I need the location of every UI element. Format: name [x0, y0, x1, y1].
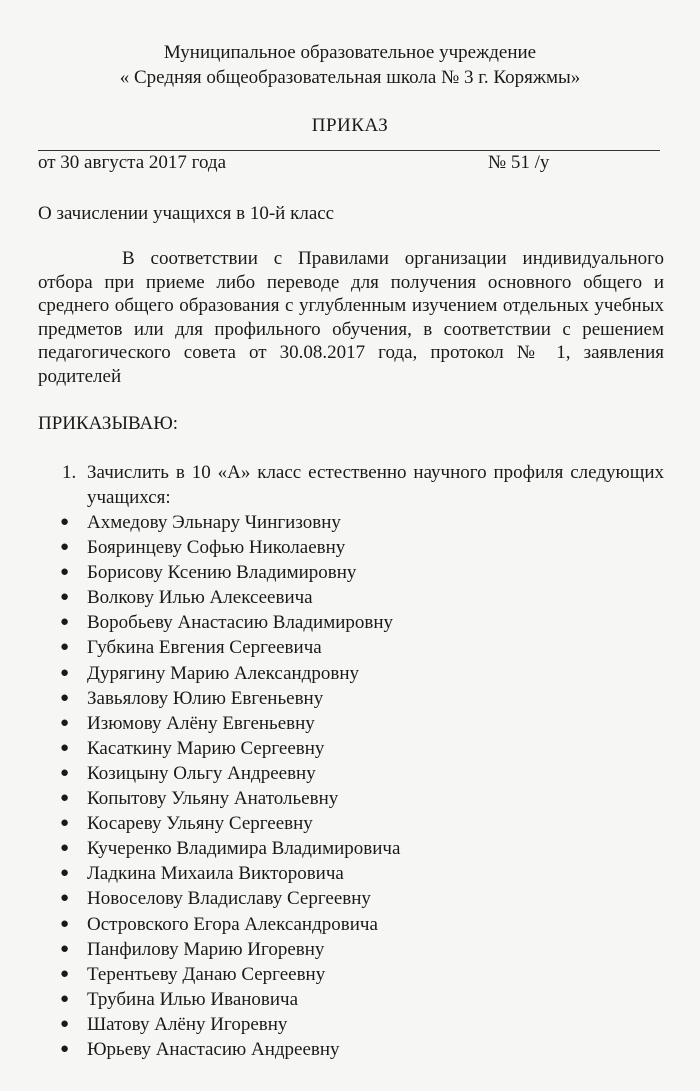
document-header [0, 40, 700, 90]
list-item [55, 560, 400, 585]
student-name: Козицыну Ольгу Андреевну [87, 762, 316, 784]
student-name: Бояринцеву Софью Николаевну [87, 537, 346, 559]
preamble-paragraph [38, 247, 664, 388]
bullet-icon: ● [60, 514, 70, 530]
bullet-icon: ● [60, 990, 70, 1007]
list-item [55, 1012, 400, 1037]
list-item [55, 811, 400, 836]
student-name: Борисову Ксению Владимировну [87, 562, 357, 584]
bullet-icon: ● [60, 815, 70, 832]
student-name: Шатову Алёну Игоревну [87, 1013, 288, 1035]
student-name: Панфилову Марию Игоревну [87, 938, 325, 960]
list-item [55, 836, 400, 861]
list-item [55, 585, 400, 610]
bullet-icon: ● [60, 589, 70, 606]
document-title: ПРИКАЗ [311, 115, 389, 136]
list-item [55, 661, 400, 686]
student-name: Воробьеву Анастасию Владимировну [87, 612, 394, 634]
student-name: Терентьеву Данаю Сергеевну [87, 963, 326, 985]
bullet-icon: ● [60, 764, 70, 781]
order-item-1 [62, 460, 664, 510]
bullet-icon: ● [60, 890, 70, 907]
list-item [55, 962, 400, 987]
list-item [55, 987, 400, 1012]
list-item [55, 761, 400, 786]
student-name: Изюмову Алёну Евгеньевну [87, 712, 315, 734]
order-number: № 51 /у [488, 152, 550, 173]
item-number: 1. [62, 462, 77, 483]
bullet-icon: ● [60, 1040, 70, 1057]
student-name: Дурягину Марию Александровну [87, 662, 359, 684]
student-name: Ахмедову Эльнару Чингизовну [87, 512, 341, 533]
order-subject: О зачислении учащихся в 10-й класс [38, 203, 335, 224]
student-name: Завьялову Юлию Евгеньевну [87, 687, 324, 709]
student-name: Новоселову Владиславу Сергеевну [87, 888, 371, 910]
student-name: Копытову Ульяну Анатольевну [87, 788, 339, 810]
list-item [55, 610, 400, 635]
bullet-icon: ● [60, 714, 70, 731]
list-item [55, 510, 400, 535]
student-name: Юрьеву Анастасию Андреевну [87, 1038, 340, 1060]
list-item [55, 912, 400, 937]
list-item [55, 711, 400, 736]
bullet-icon: ● [60, 689, 70, 706]
bullet-icon: ● [60, 865, 70, 882]
list-item [55, 686, 400, 711]
preamble-text: В соответствии с Правилами организации индивидуального отбора при приеме либо переводе для получения основного общего и среднего общего образования с углубленным изучением отдельных учебных предметов или для профильного обучения, в соответствии с решением педагогического совета от 30.08.2017 года, протокол № 1, заявления родителей [38, 248, 664, 387]
header-divider [38, 150, 660, 151]
bullet-icon: ● [60, 614, 70, 631]
order-date: от 30 августа 2017 года [38, 152, 227, 173]
student-list [55, 510, 400, 1062]
bullet-icon: ● [60, 564, 70, 581]
list-item [55, 535, 400, 560]
item-text: Зачислить в 10 «А» класс естественно научного профиля следующих учащихся: [87, 462, 664, 508]
list-item [55, 786, 400, 811]
header-school-name: « Средняя общеобразовательная школа № 3 г. Коряжмы» [119, 67, 581, 88]
order-word: ПРИКАЗЫВАЮ: [38, 413, 179, 434]
list-item [55, 861, 400, 886]
header-institution-line: Муниципальное образовательное учреждение [163, 42, 537, 63]
list-item [55, 886, 400, 911]
student-name: Губкина Евгения Сергеевича [87, 637, 322, 659]
list-item [55, 736, 400, 761]
bullet-icon: ● [60, 965, 70, 982]
bullet-icon: ● [60, 790, 70, 807]
student-name: Кучеренко Владимира Владимировича [87, 838, 401, 860]
list-item [55, 1037, 400, 1062]
student-name: Ладкина Михаила Викторовича [87, 863, 344, 885]
bullet-icon: ● [60, 739, 70, 756]
student-name: Косареву Ульяну Сергеевну [87, 813, 313, 835]
student-name: Касаткину Марию Сергеевну [87, 737, 325, 759]
bullet-icon: ● [60, 940, 70, 957]
student-name: Трубина Илью Ивановича [87, 988, 299, 1010]
list-item [55, 937, 400, 962]
bullet-icon: ● [60, 840, 70, 857]
student-name: Волкову Илью Алексеевича [87, 587, 313, 609]
date-number-line [38, 152, 660, 174]
bullet-icon: ● [60, 664, 70, 681]
list-item [55, 635, 400, 660]
student-name: Островского Егора Александровича [87, 913, 378, 935]
bullet-icon: ● [60, 639, 70, 656]
bullet-icon: ● [60, 539, 70, 556]
bullet-icon: ● [60, 1015, 70, 1032]
bullet-icon: ● [60, 915, 70, 932]
